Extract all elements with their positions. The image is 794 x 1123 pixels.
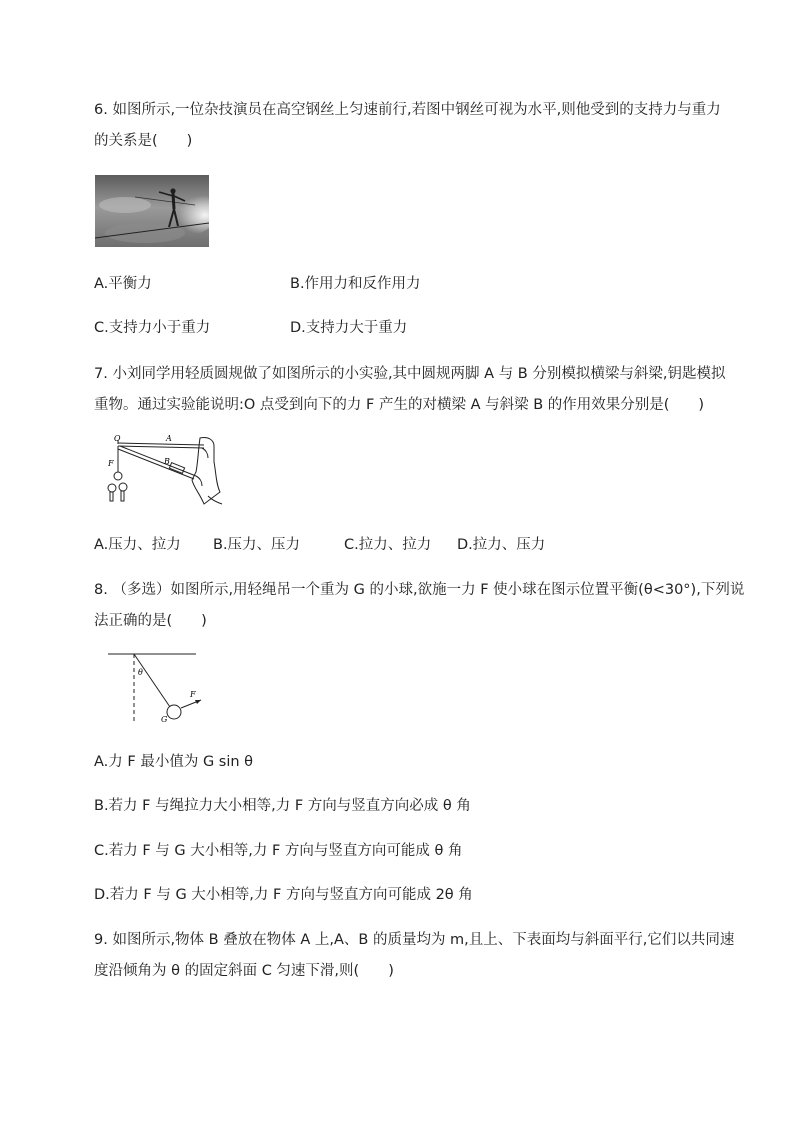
- q9-stem-line1: 9. 如图所示,物体 B 叠放在物体 A 上,A、B 的质量均为 m,且上、下表面均与斜面平行,它们以共同速: [94, 932, 735, 948]
- q7-stem-line1: 7. 小刘同学用轻质圆规做了如图所示的小实验,其中圆规两脚 A 与 B 分别模拟横梁与斜梁,钥匙模拟: [94, 366, 726, 382]
- pendulum-force-figure: [104, 650, 204, 726]
- label-o: O: [114, 434, 121, 443]
- label-f: F: [190, 690, 196, 699]
- q6-option-a[interactable]: A.平衡力: [94, 276, 152, 292]
- compass-experiment-figure: [104, 432, 228, 510]
- q8-stem-line1: 8. （多选）如图所示,用轻绳吊一个重为 G 的小球,欲施一力 F 使小球在图示位置平衡(θ<30°),下列说: [94, 582, 745, 598]
- label-a: A: [166, 434, 172, 443]
- q6-option-c[interactable]: C.支持力小于重力: [94, 320, 211, 336]
- q8-option-d[interactable]: D.若力 F 与 G 大小相等,力 F 方向与竖直方向可能成 2θ 角: [94, 887, 473, 903]
- label-g: G: [161, 715, 168, 724]
- q8-option-b[interactable]: B.若力 F 与绳拉力大小相等,力 F 方向与竖直方向必成 θ 角: [94, 798, 471, 814]
- label-theta: θ: [138, 668, 143, 677]
- q8-option-a[interactable]: A.力 F 最小值为 G sin θ: [94, 754, 254, 770]
- q7-option-b[interactable]: B.压力、压力: [213, 537, 301, 553]
- q7-option-d[interactable]: D.拉力、压力: [457, 537, 546, 553]
- q6-stem-line1: 6. 如图所示,一位杂技演员在高空钢丝上匀速前行,若图中钢丝可视为水平,则他受到的支持力与重力: [94, 102, 721, 118]
- q9-stem-line2: 度沿倾角为 θ 的固定斜面 C 匀速下滑,则( ): [94, 963, 394, 979]
- q6-option-b[interactable]: B.作用力和反作用力: [290, 276, 421, 292]
- q8-option-c[interactable]: C.若力 F 与 G 大小相等,力 F 方向与竖直方向可能成 θ 角: [94, 843, 463, 859]
- q7-option-c[interactable]: C.拉力、拉力: [344, 537, 432, 553]
- tightrope-walker-photo: [95, 175, 209, 247]
- q8-stem-line2: 法正确的是( ): [94, 613, 207, 629]
- q7-option-a[interactable]: A.压力、拉力: [94, 537, 181, 553]
- label-b: B: [164, 457, 170, 466]
- q6-option-d[interactable]: D.支持力大于重力: [290, 320, 408, 336]
- q6-stem-line2: 的关系是( ): [94, 133, 193, 149]
- label-f: F: [108, 459, 114, 468]
- q7-stem-line2: 重物。通过实验能说明:O 点受到向下的力 F 产生的对横梁 A 与斜梁 B 的作用效果分别是( ): [94, 397, 705, 413]
